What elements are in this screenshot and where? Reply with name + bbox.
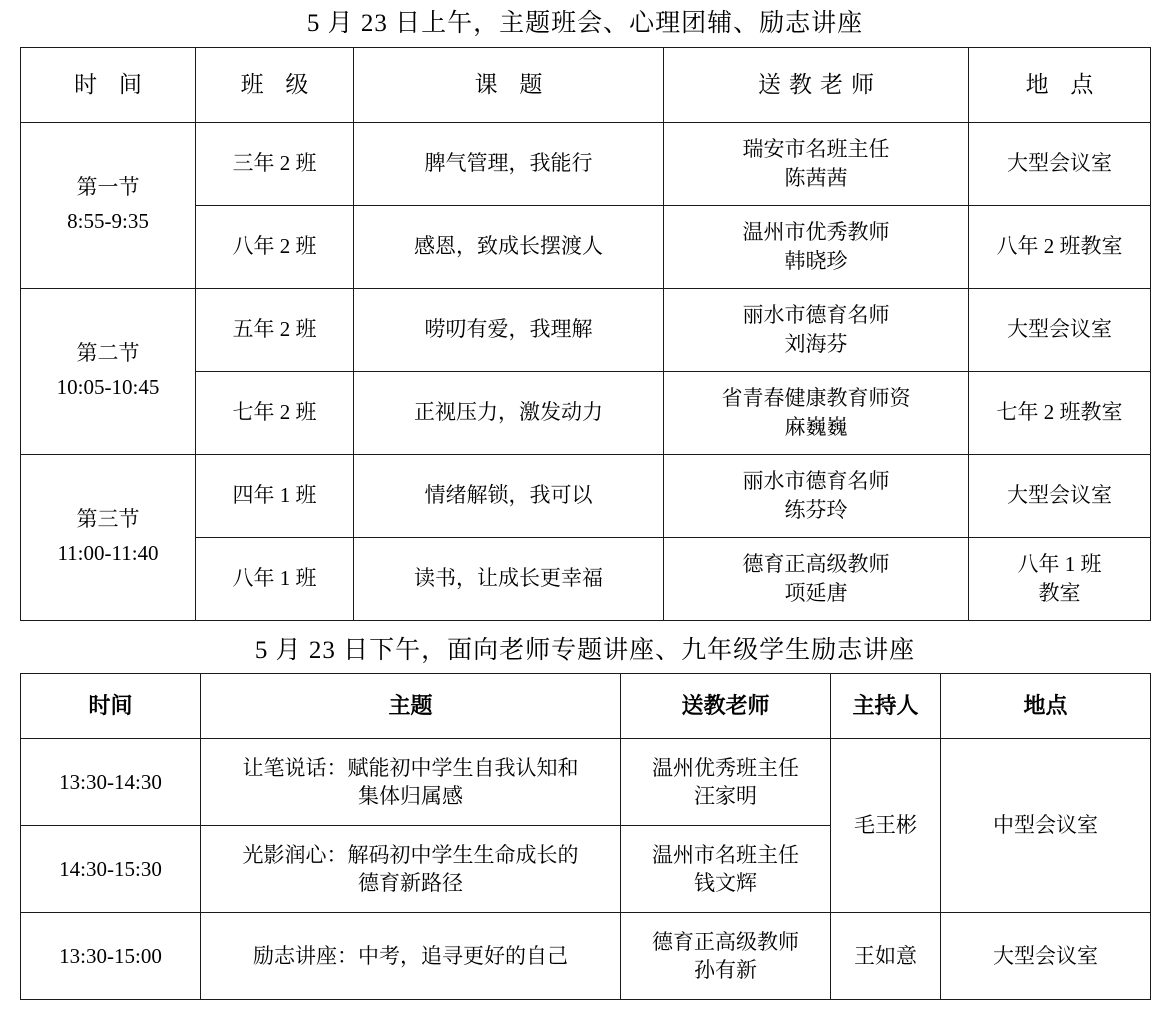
theme-line-1: 励志讲座：中考，追寻更好的自己 <box>253 943 568 968</box>
place-cell: 八年 2 班教室 <box>969 205 1151 288</box>
teacher-title: 丽水市德育名师 <box>742 303 890 328</box>
theme-line-2: 集体归属感 <box>358 784 463 808</box>
topic-cell: 读书，让成长更幸福 <box>354 537 664 620</box>
class-cell: 四年 1 班 <box>196 454 354 537</box>
table-row <box>21 288 1151 371</box>
place-line2: 教室 <box>1038 580 1081 605</box>
teacher-cell <box>664 454 969 537</box>
teacher-cell <box>621 913 831 1000</box>
class-cell: 八年 1 班 <box>196 537 354 620</box>
topic-cell: 感恩，致成长摆渡人 <box>354 205 664 288</box>
teacher-title: 温州市名班主任 <box>652 842 799 867</box>
column-header-class: 班 级 <box>196 47 354 122</box>
class-cell: 五年 2 班 <box>196 288 354 371</box>
teacher-name: 项延唐 <box>784 580 848 605</box>
theme-line-1: 让笔说话：赋能初中学生自我认知和 <box>242 755 579 780</box>
table-header-row <box>21 674 1151 739</box>
column-header-host: 主持人 <box>831 674 941 739</box>
place-cell: 七年 2 班教室 <box>969 371 1151 454</box>
host-cell: 毛王彬 <box>831 739 941 913</box>
teacher-name: 麻巍巍 <box>784 414 848 439</box>
place-cell: 大型会议室 <box>969 454 1151 537</box>
class-cell: 七年 2 班 <box>196 371 354 454</box>
teacher-name: 钱文辉 <box>694 871 757 895</box>
column-header-theme: 主题 <box>201 674 621 739</box>
period-time: 10:05-10:45 <box>56 375 160 399</box>
period-name: 第三节 <box>76 507 140 532</box>
topic-cell: 情绪解锁，我可以 <box>354 454 664 537</box>
teacher-name: 汪家明 <box>694 784 757 808</box>
column-header-time: 时间 <box>21 674 201 739</box>
period-cell <box>21 454 196 620</box>
column-header-teacher: 送教老师 <box>664 47 969 122</box>
teacher-name: 韩晓珍 <box>784 248 848 273</box>
teacher-title: 德育正高级教师 <box>652 929 799 954</box>
topic-cell: 唠叨有爱，我理解 <box>354 288 664 371</box>
period-name: 第二节 <box>76 341 140 366</box>
place-cell: 中型会议室 <box>941 739 1151 913</box>
class-cell: 三年 2 班 <box>196 122 354 205</box>
period-cell <box>21 122 196 288</box>
column-header-teacher: 送教老师 <box>621 674 831 739</box>
table-row <box>21 122 1151 205</box>
column-header-place: 地 点 <box>969 47 1151 122</box>
teacher-cell <box>664 122 969 205</box>
table-row <box>21 913 1151 1000</box>
period-cell <box>21 288 196 454</box>
teacher-cell <box>664 205 969 288</box>
column-header-topic: 课 题 <box>354 47 664 122</box>
afternoon-section-title: 5 月 23 日下午，面向老师专题讲座、九年级学生励志讲座 <box>254 636 916 664</box>
table-row <box>21 454 1151 537</box>
teacher-cell <box>664 371 969 454</box>
column-header-time: 时 间 <box>21 47 196 122</box>
teacher-cell <box>621 739 831 826</box>
teacher-cell <box>664 537 969 620</box>
period-name: 第一节 <box>76 175 140 200</box>
teacher-name: 孙有新 <box>694 958 757 982</box>
place-line1: 八年 1 班 <box>1017 552 1102 577</box>
table-header-row <box>21 47 1151 122</box>
topic-cell: 正视压力，激发动力 <box>354 371 664 454</box>
teacher-title: 丽水市德育名师 <box>742 469 890 494</box>
theme-line-1: 光影润心：解码初中学生生命成长的 <box>242 842 579 867</box>
teacher-cell <box>621 826 831 913</box>
theme-line-2: 德育新路径 <box>358 871 463 895</box>
teacher-cell <box>664 288 969 371</box>
teacher-name: 陈茜茜 <box>784 165 848 190</box>
place-cell: 大型会议室 <box>969 288 1151 371</box>
morning-section-title: 5 月 23 日上午，主题班会、心理团辅、励志讲座 <box>306 10 864 37</box>
column-header-place: 地点 <box>941 674 1151 739</box>
teacher-title: 省青春健康教育师资 <box>721 386 911 411</box>
period-time: 8:55-9:35 <box>67 209 149 233</box>
place-cell: 大型会议室 <box>941 913 1151 1000</box>
morning-schedule-table <box>20 47 1151 621</box>
theme-cell <box>201 826 621 913</box>
teacher-title: 温州优秀班主任 <box>652 755 799 780</box>
table-row <box>21 739 1151 826</box>
teacher-name: 练芬玲 <box>784 497 848 522</box>
class-cell: 八年 2 班 <box>196 205 354 288</box>
teacher-name: 刘海芬 <box>784 331 848 356</box>
host-cell: 王如意 <box>831 913 941 1000</box>
theme-cell <box>201 739 621 826</box>
period-time: 11:00-11:40 <box>57 541 159 565</box>
time-cell: 13:30-14:30 <box>21 739 201 826</box>
place-cell: 大型会议室 <box>969 122 1151 205</box>
teacher-title: 瑞安市名班主任 <box>742 137 890 162</box>
teacher-title: 温州市优秀教师 <box>742 220 890 245</box>
teacher-title: 德育正高级教师 <box>742 552 890 577</box>
topic-cell: 脾气管理，我能行 <box>354 122 664 205</box>
theme-cell <box>201 913 621 1000</box>
time-cell: 13:30-15:00 <box>21 913 201 1000</box>
afternoon-schedule-table <box>20 673 1151 1000</box>
time-cell: 14:30-15:30 <box>21 826 201 913</box>
place-cell <box>969 537 1151 620</box>
